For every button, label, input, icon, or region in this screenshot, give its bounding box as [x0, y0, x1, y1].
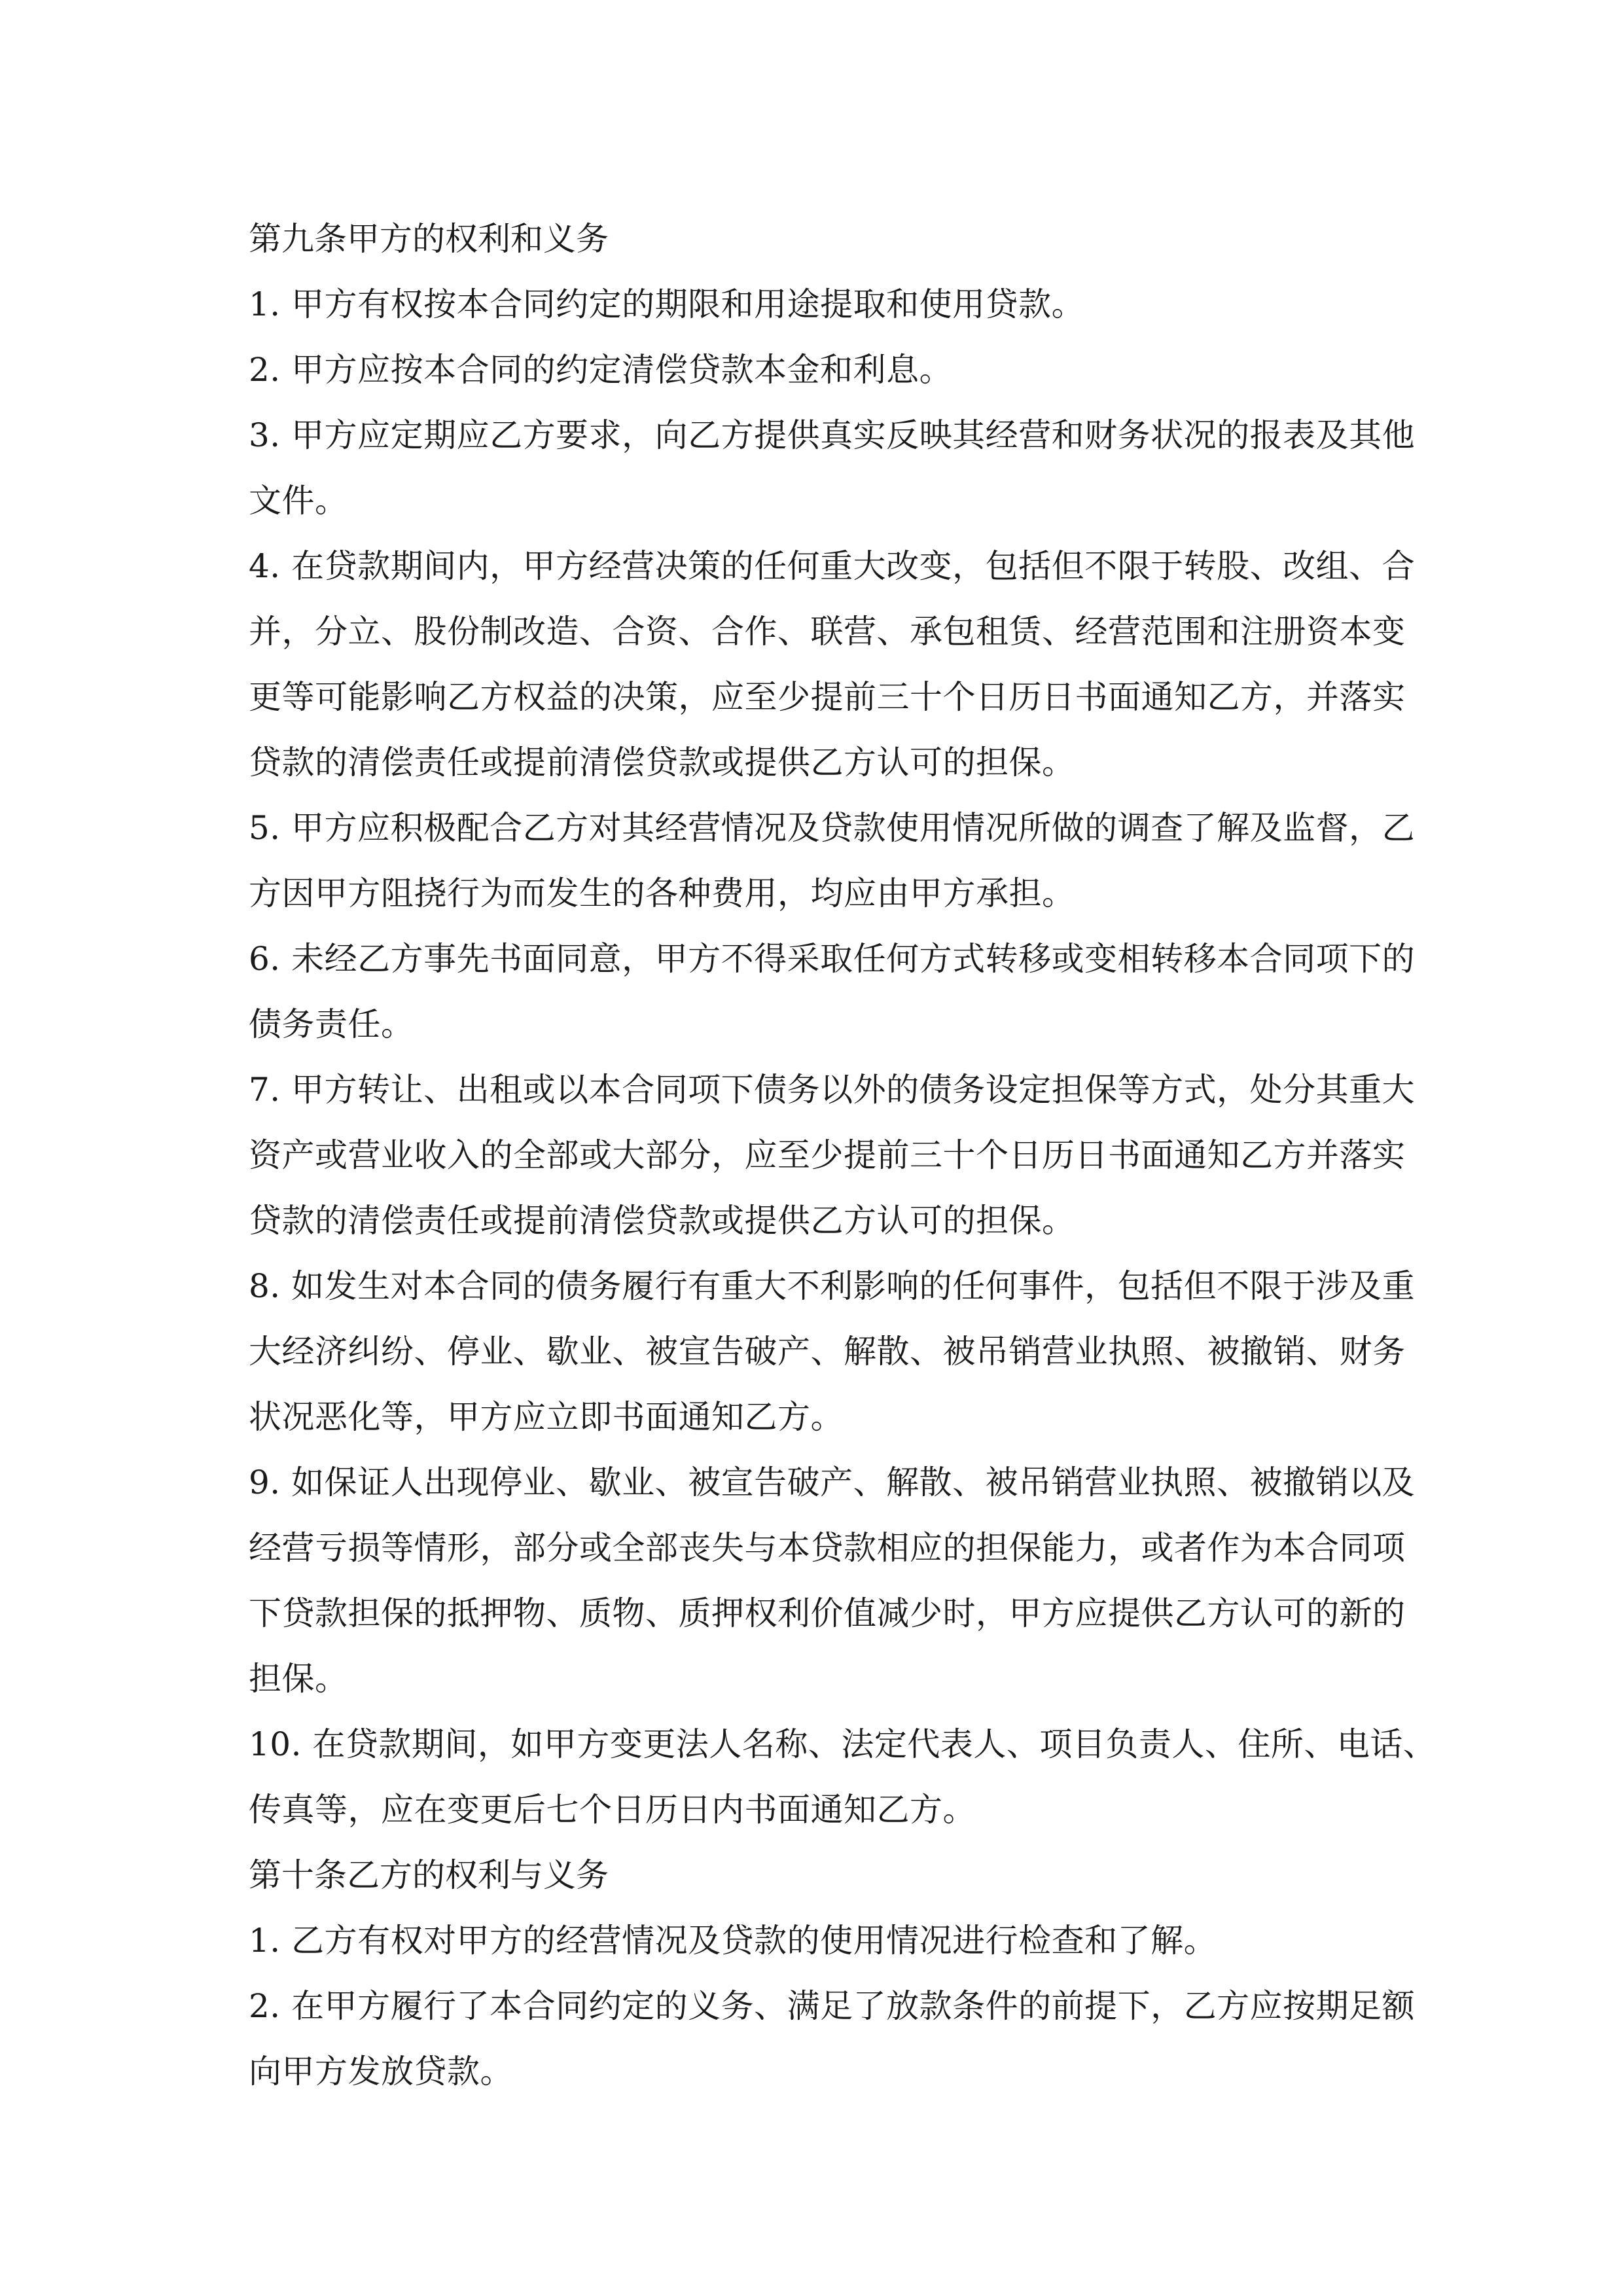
article-9-clause-9-line-4: 担保。 [249, 1660, 348, 1698]
article-9-clause-4-line-3: 更等可能影响乙方权益的决策，应至少提前三十个日历日书面通知乙方，并落实 [249, 678, 1406, 716]
article-9-clause-1: 1. 甲方有权按本合同约定的期限和用途提取和使用贷款。 [249, 285, 1085, 323]
article-10-clause-1: 1. 乙方有权对甲方的经营情况及贷款的使用情况进行检查和了解。 [249, 1922, 1217, 1960]
article-9-clause-9-line-1: 9. 如保证人出现停业、歇业、被宣告破产、解散、被吊销营业执照、被撤销以及 [249, 1463, 1416, 1501]
article-9-clause-5-line-2: 方因甲方阻挠行为而发生的各种费用，均应由甲方承担。 [249, 874, 1075, 912]
article-9-clause-8-line-3: 状况恶化等，甲方应立即书面通知乙方。 [249, 1398, 844, 1436]
article-9-clause-7-line-2: 资产或营业收入的全部或大部分，应至少提前三十个日历日书面通知乙方并落实 [249, 1136, 1406, 1174]
article-9-clause-8-line-2: 大经济纠纷、停业、歇业、被宣告破产、解散、被吊销营业执照、被撤销、财务 [249, 1333, 1406, 1371]
article-9-clause-6-line-1: 6. 未经乙方事先书面同意，甲方不得采取任何方式转移或变相转移本合同项下的 [249, 940, 1416, 978]
article-9-clause-7-line-1: 7. 甲方转让、出租或以本合同项下债务以外的债务设定担保等方式，处分其重大 [249, 1071, 1416, 1109]
article-9-clause-9-line-2: 经营亏损等情形，部分或全部丧失与本贷款相应的担保能力，或者作为本合同项 [249, 1529, 1406, 1567]
article-9-clause-4-line-2: 并，分立、股份制改造、合资、合作、联营、承包租赁、经营范围和注册资本变 [249, 613, 1406, 651]
article-9-clause-7-line-3: 贷款的清偿责任或提前清偿贷款或提供乙方认可的担保。 [249, 1202, 1075, 1240]
article-9-clause-8-line-1: 8. 如发生对本合同的债务履行有重大不利影响的任何事件，包括但不限于涉及重 [249, 1267, 1416, 1305]
article-10-clause-2-line-1: 2. 在甲方履行了本合同约定的义务、满足了放款条件的前提下，乙方应按期足额 [249, 1987, 1416, 2025]
article-10-heading: 第十条乙方的权利与义务 [249, 1856, 609, 1894]
article-9-clause-10-line-1: 10. 在贷款期间，如甲方变更法人名称、法定代表人、项目负责人、住所、电话、 [249, 1725, 1436, 1763]
article-10-clause-2-line-2: 向甲方发放贷款。 [249, 2053, 513, 2090]
article-9-clause-10-line-2: 传真等，应在变更后七个日历日内书面通知乙方。 [249, 1791, 976, 1829]
article-9-clause-4-line-4: 贷款的清偿责任或提前清偿贷款或提供乙方认可的担保。 [249, 744, 1075, 781]
article-9-clause-2: 2. 甲方应按本合同的约定清偿贷款本金和利息。 [249, 351, 953, 389]
article-9-heading: 第九条甲方的权利和义务 [249, 220, 609, 258]
article-9-clause-5-line-1: 5. 甲方应积极配合乙方对其经营情况及贷款使用情况所做的调查了解及监督，乙 [249, 809, 1416, 847]
article-9-clause-4-line-1: 4. 在贷款期间内，甲方经营决策的任何重大改变，包括但不限于转股、改组、合 [249, 547, 1416, 585]
article-9-clause-6-line-2: 债务责任。 [249, 1005, 414, 1043]
article-9-clause-9-line-3: 下贷款担保的抵押物、质物、质押权利价值减少时，甲方应提供乙方认可的新的 [249, 1594, 1406, 1632]
article-9-clause-3-line-2: 文件。 [249, 482, 348, 520]
article-9-clause-3-line-1: 3. 甲方应定期应乙方要求，向乙方提供真实反映其经营和财务状况的报表及其他 [249, 416, 1416, 454]
document-page [249, 206, 1436, 2104]
